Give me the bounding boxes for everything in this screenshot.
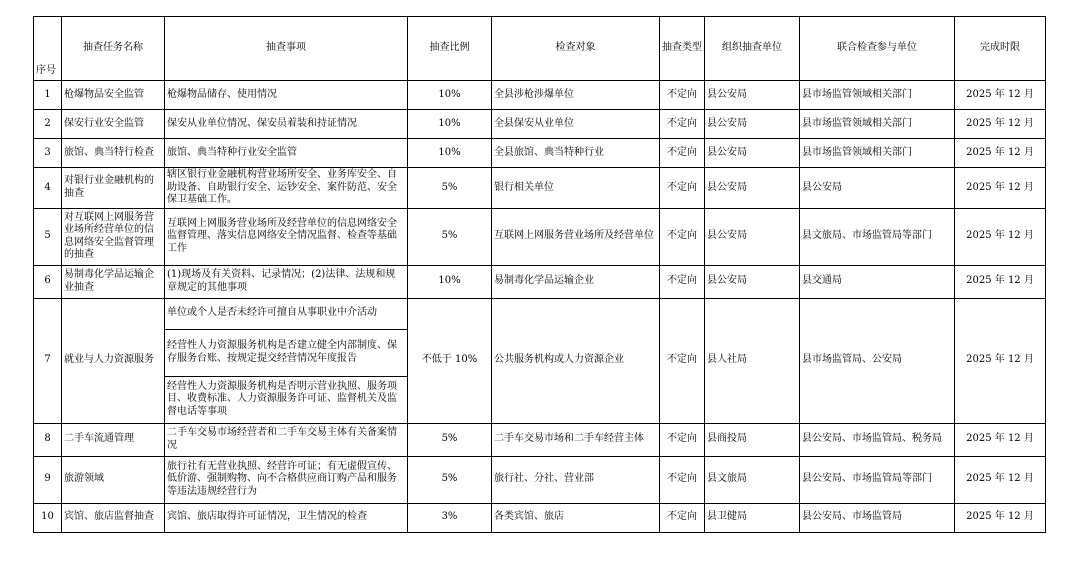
table-row [34, 423, 1046, 456]
cell-type: 不定向 [660, 168, 705, 209]
inspection-table [33, 16, 1046, 533]
cell-item: 枪爆物品储存、使用情况 [165, 81, 408, 110]
cell-item: 二手车交易市场经营者和二手车交易主体有关备案情况 [165, 423, 408, 456]
cell-seq: 7 [34, 298, 62, 423]
cell-deadline: 2025 年 12 月 [955, 81, 1046, 110]
cell-ratio: 10% [408, 265, 492, 298]
cell-ratio: 5% [408, 456, 492, 503]
cell-org: 县卫健局 [705, 503, 800, 532]
cell-seq: 9 [34, 456, 62, 503]
cell-item: 经营性人力资源服务机构是否建立健全内部制度、保存服务台账、按规定提交经营情况年度报告 [165, 329, 408, 376]
cell-seq: 8 [34, 423, 62, 456]
cell-type: 不定向 [660, 81, 705, 110]
cell-org: 县公安局 [705, 168, 800, 209]
table-row [34, 139, 1046, 168]
header-type: 抽查类型 [660, 17, 705, 81]
cell-item: 互联网上网服务营业场所及经营单位的信息网络安全监督管理、落实信息网络安全情况监督、检查等基础工作 [165, 208, 408, 265]
cell-ratio: 5% [408, 208, 492, 265]
cell-item: 旅馆、典当特种行业安全监管 [165, 139, 408, 168]
cell-joint: 县公安局、市场监管局 [800, 503, 955, 532]
table-row [34, 81, 1046, 110]
cell-item: 辖区银行业金融机构营业场所安全、业务库安全、自助设备、自助银行安全、运钞安全、案件防范、安全保卫基础工作。 [165, 168, 408, 209]
table-row [34, 456, 1046, 503]
cell-joint: 县公安局、市场监管局、税务局 [800, 423, 955, 456]
cell-item: 单位或个人是否未经许可擅自从事职业中介活动 [165, 298, 408, 329]
cell-item: 宾馆、旅店取得许可证情况，卫生情况的检查 [165, 503, 408, 532]
cell-org: 县公安局 [705, 265, 800, 298]
cell-seq: 2 [34, 110, 62, 139]
cell-type: 不定向 [660, 423, 705, 456]
cell-ratio: 10% [408, 81, 492, 110]
cell-task: 易制毒化学品运输企业抽查 [62, 265, 165, 298]
header-row [34, 17, 1046, 81]
cell-target: 易制毒化学品运输企业 [492, 265, 660, 298]
cell-org: 县公安局 [705, 139, 800, 168]
cell-target: 全县涉枪涉爆单位 [492, 81, 660, 110]
cell-org: 县商投局 [705, 423, 800, 456]
cell-seq: 6 [34, 265, 62, 298]
cell-ratio: 10% [408, 139, 492, 168]
cell-task: 枪爆物品安全监管 [62, 81, 165, 110]
cell-seq: 4 [34, 168, 62, 209]
cell-type: 不定向 [660, 298, 705, 423]
header-seq: 序号 [34, 17, 62, 81]
cell-joint: 县市场监管领域相关部门 [800, 139, 955, 168]
cell-ratio: 5% [408, 423, 492, 456]
cell-type: 不定向 [660, 456, 705, 503]
cell-type: 不定向 [660, 110, 705, 139]
cell-item: 旅行社有无营业执照、经营许可证；有无虚假宣传、低价游、强制购物、向不合格供应商订购产品和服务等违法违规经营行为 [165, 456, 408, 503]
cell-target: 二手车交易市场和二手车经营主体 [492, 423, 660, 456]
header-org: 组织抽查单位 [705, 17, 800, 81]
cell-deadline: 2025 年 12 月 [955, 168, 1046, 209]
cell-org: 县人社局 [705, 298, 800, 423]
header-ratio: 抽查比例 [408, 17, 492, 81]
cell-task: 就业与人力资源服务 [62, 298, 165, 423]
cell-deadline: 2025 年 12 月 [955, 139, 1046, 168]
cell-type: 不定向 [660, 265, 705, 298]
cell-ratio: 3% [408, 503, 492, 532]
cell-item: 保安从业单位情况、保安员着装和持证情况 [165, 110, 408, 139]
cell-target: 公共服务机构或人力资源企业 [492, 298, 660, 423]
cell-joint: 县公安局 [800, 168, 955, 209]
cell-seq: 3 [34, 139, 62, 168]
table-row [34, 503, 1046, 532]
cell-ratio: 10% [408, 110, 492, 139]
cell-org: 县公安局 [705, 81, 800, 110]
table-row [34, 208, 1046, 265]
cell-type: 不定向 [660, 208, 705, 265]
cell-type: 不定向 [660, 503, 705, 532]
cell-target: 全县旅馆、典当特种行业 [492, 139, 660, 168]
cell-deadline: 2025 年 12 月 [955, 503, 1046, 532]
cell-target: 旅行社、分社、营业部 [492, 456, 660, 503]
cell-task: 旅游领域 [62, 456, 165, 503]
cell-joint: 县市场监管局、公安局 [800, 298, 955, 423]
table-row [34, 298, 1046, 329]
cell-deadline: 2025 年 12 月 [955, 208, 1046, 265]
cell-ratio: 不低于 10% [408, 298, 492, 423]
cell-task: 保安行业安全监管 [62, 110, 165, 139]
cell-joint: 县市场监管领域相关部门 [800, 81, 955, 110]
header-task-name: 抽查任务名称 [62, 17, 165, 81]
cell-deadline: 2025 年 12 月 [955, 298, 1046, 423]
cell-joint: 县交通局 [800, 265, 955, 298]
cell-ratio: 5% [408, 168, 492, 209]
cell-deadline: 2025 年 12 月 [955, 265, 1046, 298]
cell-task: 宾馆、旅店监督抽查 [62, 503, 165, 532]
cell-org: 县公安局 [705, 110, 800, 139]
header-items: 抽查事项 [165, 17, 408, 81]
header-joint: 联合检查参与单位 [800, 17, 955, 81]
cell-target: 全县保安从业单位 [492, 110, 660, 139]
cell-org: 县公安局 [705, 208, 800, 265]
header-target: 检查对象 [492, 17, 660, 81]
cell-joint: 县公安局、市场监管局等部门 [800, 456, 955, 503]
cell-deadline: 2025 年 12 月 [955, 110, 1046, 139]
cell-seq: 10 [34, 503, 62, 532]
cell-seq: 1 [34, 81, 62, 110]
table-row [34, 110, 1046, 139]
cell-deadline: 2025 年 12 月 [955, 456, 1046, 503]
cell-target: 互联网上网服务营业场所及经营单位 [492, 208, 660, 265]
cell-task: 二手车流通管理 [62, 423, 165, 456]
cell-type: 不定向 [660, 139, 705, 168]
cell-org: 县文旅局 [705, 456, 800, 503]
header-deadline: 完成时限 [955, 17, 1046, 81]
cell-target: 银行相关单位 [492, 168, 660, 209]
cell-deadline: 2025 年 12 月 [955, 423, 1046, 456]
cell-target: 各类宾馆、旅店 [492, 503, 660, 532]
cell-joint: 县市场监管领域相关部门 [800, 110, 955, 139]
cell-item: (1)现场及有关资料、记录情况；(2)法律、法规和规章规定的其他事项 [165, 265, 408, 298]
cell-joint: 县文旅局、市场监管局等部门 [800, 208, 955, 265]
cell-item: 经营性人力资源服务机构是否明示营业执照、服务项目、收费标准、人力资源服务许可证、监督机关及监督电话等事项 [165, 376, 408, 423]
cell-task: 旅馆、典当特行检查 [62, 139, 165, 168]
table-row [34, 265, 1046, 298]
cell-task: 对互联网上网服务营业场所经营单位的信息网络安全监督管理的抽查 [62, 208, 165, 265]
cell-seq: 5 [34, 208, 62, 265]
table-row [34, 168, 1046, 209]
cell-task: 对银行业金融机构的抽查 [62, 168, 165, 209]
